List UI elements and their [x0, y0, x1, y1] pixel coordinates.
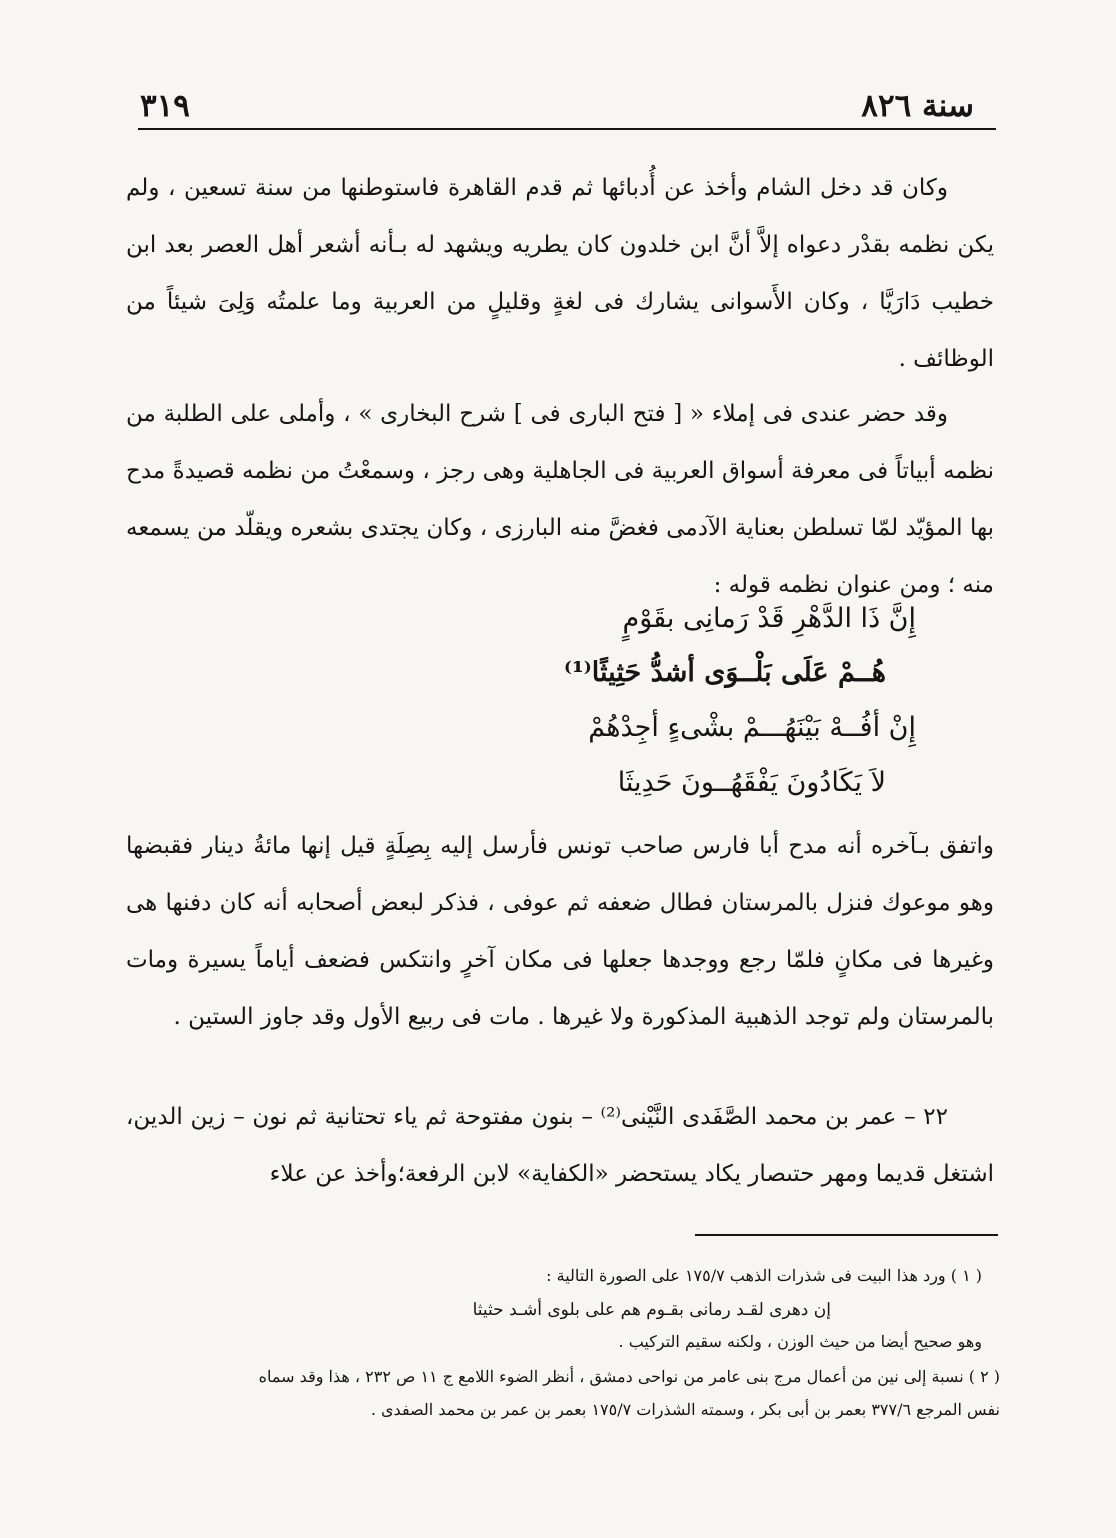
verse-line-3: إِنْ أفُــهْ بَيْنَهُـــمْ بشْىءٍ أجِدْهُمْ: [588, 712, 916, 743]
footnote-1: ( ١ ) ورد هذا البيت فى شذرات الذهب ١٧٥/٧ على الصورة التالية :: [546, 1266, 982, 1285]
footnote-1-comment: وهو صحيح أيضا من حيث الوزن ، ولكنه سقيم التركيب .: [618, 1332, 982, 1351]
paragraph-3: واتفق بـآخره أنه مدح أبا فارس صاحب تونس فأرسل إليه بِصِلَةٍ قيل إنها مائةُ دينار فقبضها وهو موعوك فنزل بالمرستان فطال ضعفه ثم عوفى ، فذكر لبعض أصحابه أنه كان دفنها هى وغيرها فى مكانٍ فلمّا رجع ووجدها جعلها فى مكان آخرٍ وانتكس فضعف أياماً يسيرة ومات بالمرستان ولم توجد الذهبية المذكورة ولا غيرها . مات فى ربيع الأول وقد جاوز الستين .: [126, 833, 994, 1030]
paragraph-2: وقد حضر عندى فى إملاء « [ فتح البارى فى ] شرح البخارى » ، وأملى على الطلبة من نظمه أبياتاً فى معرفة أسواق العربية فى الجاهلية وهى رجز ، وسمعْتُ من نظمه قصيدةً مدح بها المؤيّد لمّا تسلطن بعناية الآدمى فغضَّ منه البارزى ، وكان يجتدى بشعره ويقلّد من يسمعه منه ؛ ومن عنوان نظمه قوله :: [126, 401, 994, 598]
running-header-year: سنة ٨٢٦: [861, 88, 974, 124]
paragraph-4-entry-22: ٢٢ – عمر بن محمد الصَّفَدى النَّيْنى⁽²⁾ – بنون مفتوحة ثم ياء تحتانية ثم نون – زين الدين، اشتغل قديما ومهر حتىصار يكاد يستحضر «الكفاية» لابن الرفعة؛وأخذ عن علاء: [126, 1104, 994, 1187]
footnote-1-verse: إن دهرى لقـد رمانى بقـوم هم على بلوى أشـد حثيثا: [472, 1300, 831, 1320]
page-number: ٣١٩: [140, 88, 190, 124]
header-rule: [138, 128, 996, 130]
verse-line-2: هُــمْ عَلَى بَلْــوَى أشدُّ حَثِيثًا⁽¹⁾: [563, 657, 886, 688]
verse-line-4: لاَ يَكَادُونَ يَفْقَهُــونَ حَدِيثَا: [617, 767, 886, 798]
paragraph-1: وكان قد دخل الشام وأخذ عن أُدبائها ثم قدم القاهرة فاستوطنها من سنة تسعين ، ولم يكن نظمه بقدْر دعواه إلاَّ أنَّ ابن خلدون كان يطريه ويشهد له بـأنه أشعر أهل العصر بعد ابن خطيب دَارَيَّا ، وكان الأَسوانى يشارك فى لغةٍ وقليلٍ من العربية وما علمتُه وَلِىَ شيئاً من الوظائف .: [126, 175, 994, 372]
footnote-rule: [695, 1234, 998, 1236]
verse-line-1: إِنَّ ذَا الدَّهْرِ قَدْ رَمانِى بقَوْمٍ: [622, 603, 916, 634]
footnote-2-line-1: ( ٢ ) نسبة إلى نين من أعمال مرج بنى عامر من نواحى دمشق ، أنظر الضوء اللامع ج ١١ ص ٢٣٢ ، هذا وقد سماه: [258, 1367, 1000, 1386]
footnote-2-line-2: نفس المرجع ٣٧٧/٦ بعمر بن أبى بكر ، وسمته الشذرات ١٧٥/٧ بعمر بن عمر بن محمد الصفدى .: [370, 1400, 1000, 1419]
